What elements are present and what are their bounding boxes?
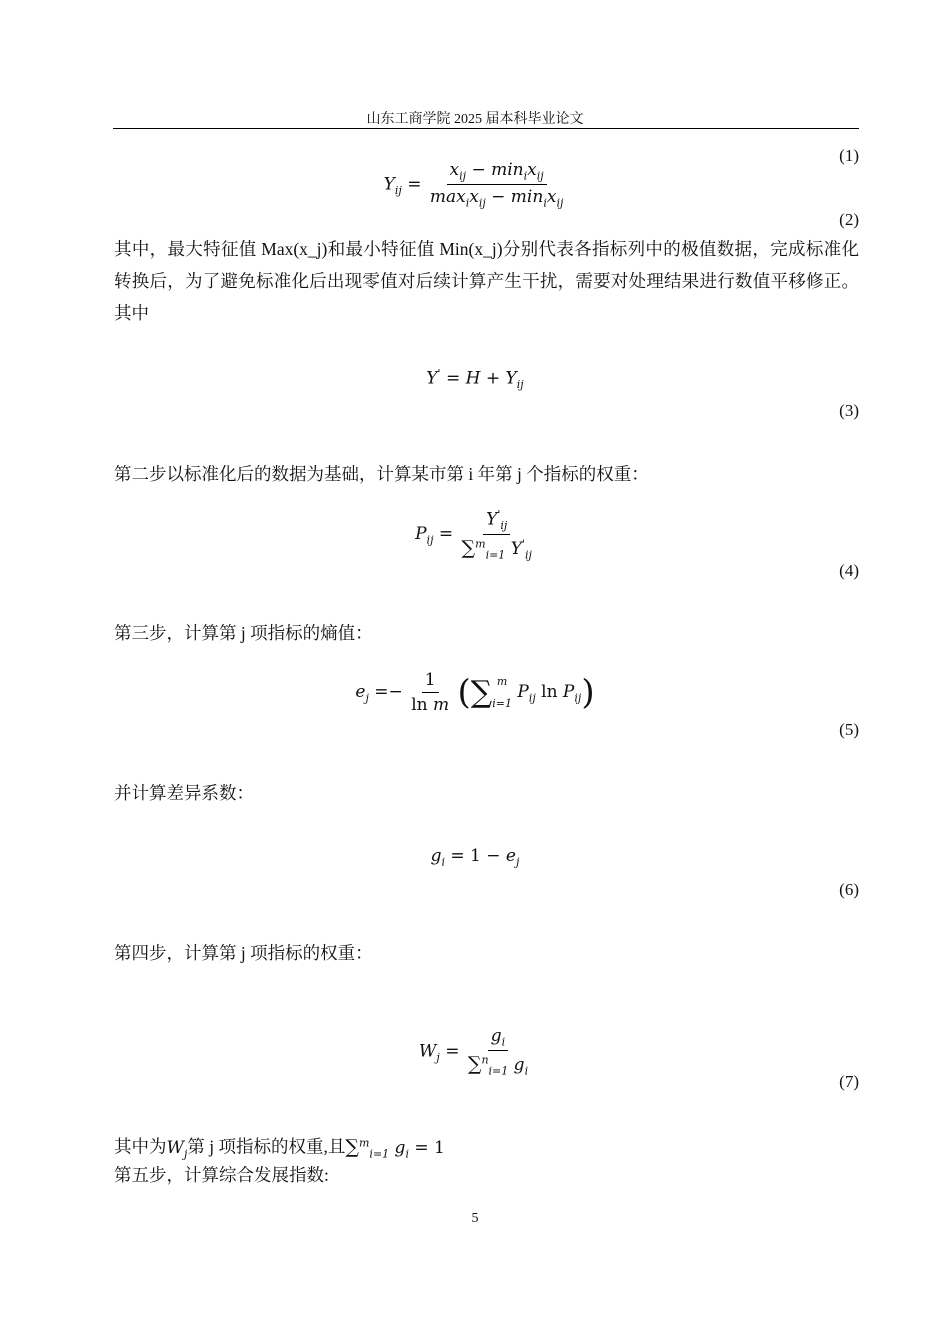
equation-entropy: $e_j$ =− $\frac{1}{\text{ln m}}$ (∑ m i=1 $P_{ij}$ $\ln P_{ij}$) — [355, 670, 595, 715]
equation-number-6: (6) — [839, 880, 859, 899]
equation-proportion: $P_{ij}$ = $\frac{Y'_{ij}}{\sum^m_{i=1} Y'_{ij}}$ — [415, 508, 532, 562]
paragraph-difference-coefficient: 并计算差异系数： — [114, 783, 254, 803]
equation-number-4: (4) — [839, 561, 859, 580]
page-header: 山东工商学院 2025 届本科毕业论文 — [366, 112, 584, 127]
equation-weight: $W_j$ = $\frac{g_i}{\sum^n_{i=1} g_i}$ — [418, 1026, 529, 1078]
header-rule — [113, 128, 859, 129]
weight-sum-constraint: ∑$^m_{i=1}$ $g_i = 1$ — [345, 1135, 445, 1161]
paragraph-step-two: 第二步以标准化后的数据为基础，计算某市第 i 年第 j 个指标的权重： — [114, 464, 649, 484]
equation-standardization: $Y_{ij}$ = $\frac{x_{ij} - \min_ix_{ij}}{\max_ix_{ij} - \min_ix_{ij}}$ — [383, 160, 564, 210]
weight-symbol: $W_j$ — [166, 1137, 188, 1161]
equation-number-1: (1) — [839, 146, 859, 165]
page-number: 5 — [471, 1211, 479, 1226]
equation-number-2: (2) — [839, 210, 859, 229]
paragraph-step-four: 第四步，计算第 j 项指标的权重： — [114, 943, 373, 963]
equation-number-7: (7) — [839, 1072, 859, 1091]
paragraph-standardization-note: 其中，最大特征值 Max(x_j)和最小特征值 Min(x_j)分别代表各指标列中的极值数据，完成标准化转换后，为了避免标准化后出现零值对后续计算产生干扰，需要对处理结果进行数值平移修正。其中 — [114, 239, 859, 323]
paragraph-step-five: 第五步，计算综合发展指数: — [114, 1165, 329, 1185]
equation-shift: $Y' = H + Y_{ij}$ — [426, 367, 524, 392]
equation-difference: $g_i = 1 - e_j$ — [430, 846, 520, 869]
weight-note-middle: 第 j 项指标的权重,且 — [187, 1136, 346, 1157]
equation-number-5: (5) — [839, 720, 859, 739]
weight-note-prefix: 其中为 — [114, 1136, 167, 1157]
equation-number-3: (3) — [839, 401, 859, 420]
paragraph-step-three: 第三步，计算第 j 项指标的熵值： — [114, 623, 373, 643]
